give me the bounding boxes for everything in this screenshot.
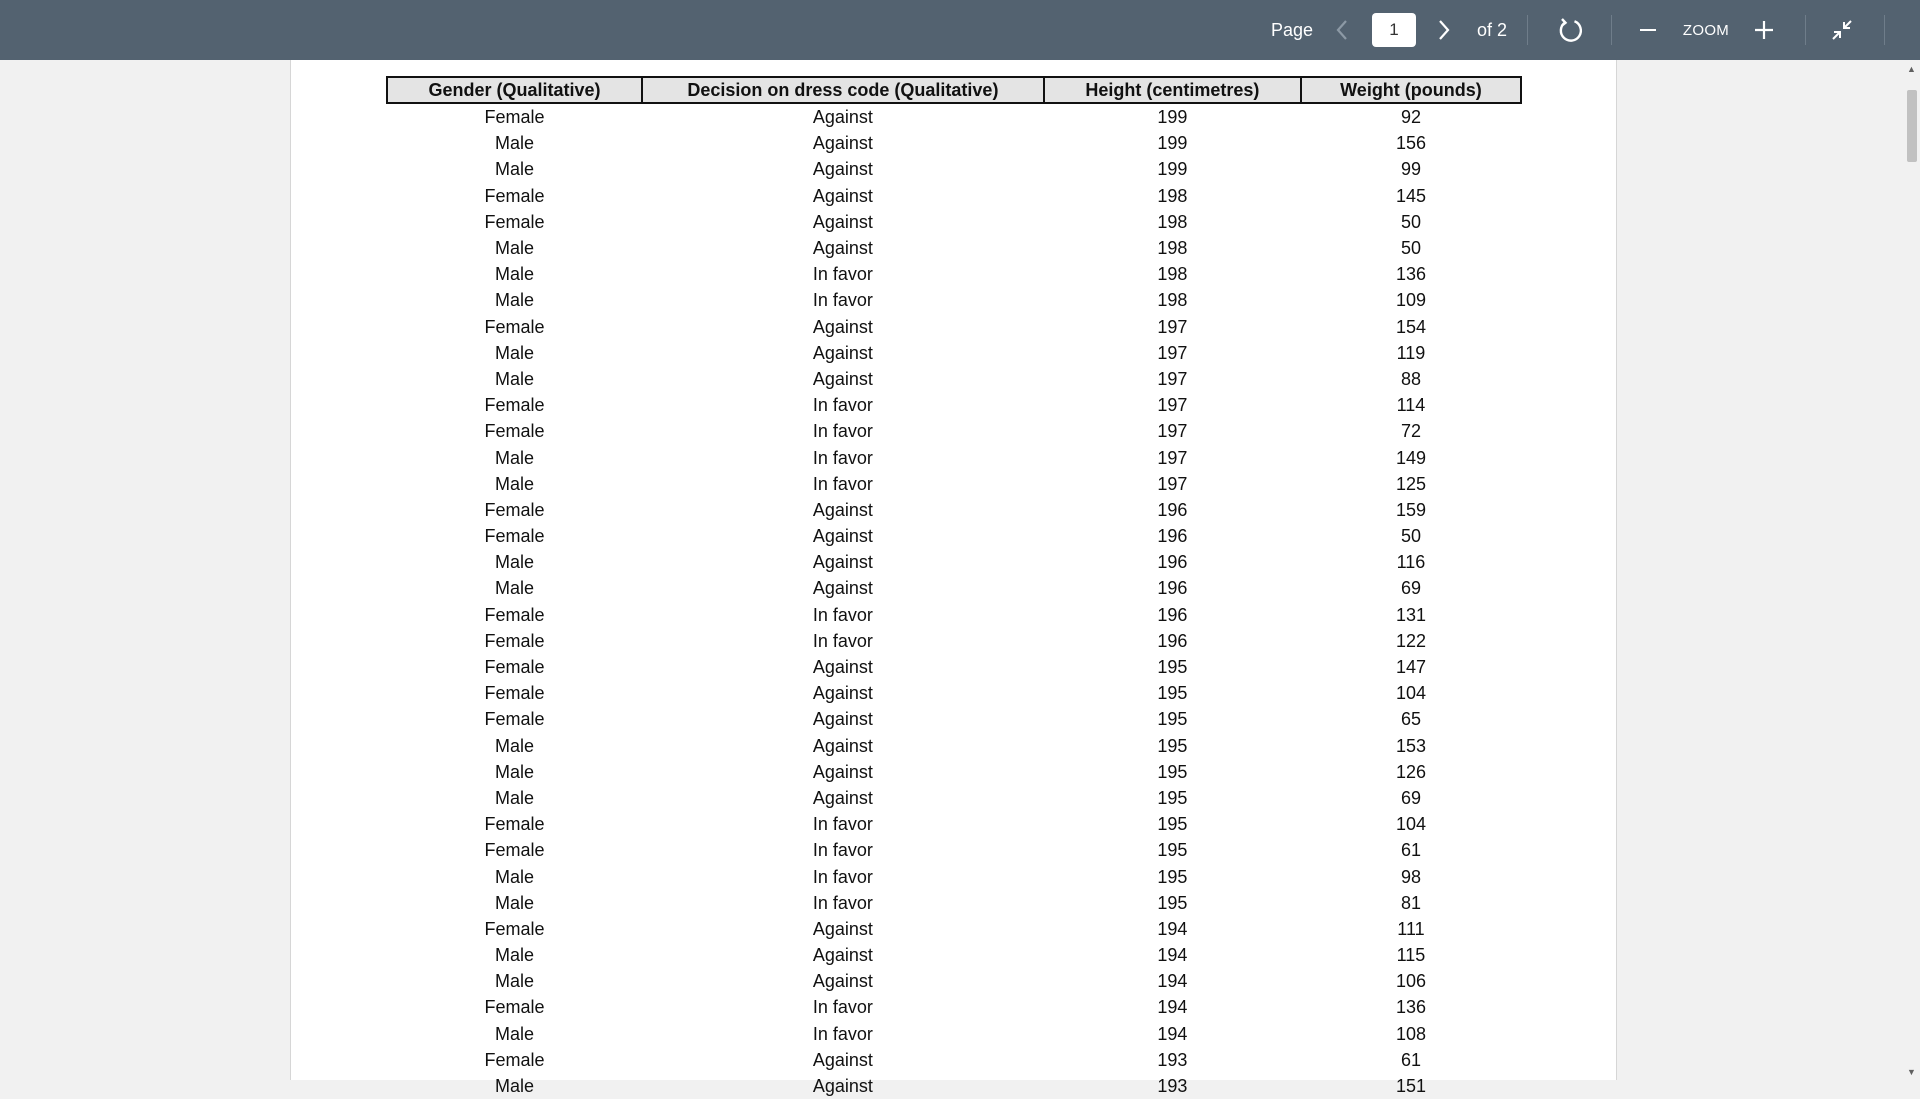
scroll-up-arrow-icon[interactable]: ▲ xyxy=(1907,63,1916,74)
cell-decision: Against xyxy=(812,238,873,259)
previous-page-button[interactable] xyxy=(1326,0,1358,60)
cell-weight: 122 xyxy=(1395,630,1426,651)
page-number-field[interactable] xyxy=(1371,0,1417,60)
scrollbar-thumb[interactable] xyxy=(1907,90,1917,162)
cell-height: 195 xyxy=(1157,657,1188,678)
table-row xyxy=(387,103,1521,130)
cell-weight: 116 xyxy=(1396,552,1426,573)
chevron-right-icon xyxy=(1437,19,1451,41)
cell-weight: 92 xyxy=(1400,107,1421,128)
table-row xyxy=(387,628,1521,654)
table-row xyxy=(387,942,1521,968)
cell-weight: 136 xyxy=(1395,264,1426,285)
cell-height: 197 xyxy=(1157,473,1188,494)
cell-weight: 81 xyxy=(1400,892,1421,913)
cell-weight: 131 xyxy=(1395,604,1426,625)
table-row xyxy=(387,1047,1521,1073)
table-row xyxy=(387,287,1521,313)
cell-gender: Male xyxy=(494,787,534,808)
cell-decision: Against xyxy=(812,133,873,154)
cell-gender: Male xyxy=(494,473,534,494)
cell-decision: Against xyxy=(812,1076,873,1097)
cell-gender: Male xyxy=(494,264,534,285)
cell-decision: In favor xyxy=(812,447,873,468)
pdf-toolbar xyxy=(0,0,1920,60)
vertical-scrollbar[interactable] xyxy=(1903,60,1920,1080)
table-row xyxy=(387,549,1521,575)
cell-weight: 119 xyxy=(1396,342,1426,363)
cell-decision: Against xyxy=(812,499,873,520)
table-row xyxy=(387,418,1521,444)
cell-height: 194 xyxy=(1157,997,1188,1018)
cell-height: 196 xyxy=(1157,552,1188,573)
cell-gender: Female xyxy=(484,683,545,704)
cell-decision: Against xyxy=(812,945,873,966)
cell-decision: Against xyxy=(812,971,873,992)
cell-weight: 98 xyxy=(1400,866,1421,887)
cell-weight: 126 xyxy=(1395,761,1426,782)
cell-weight: 50 xyxy=(1400,526,1421,547)
cell-height: 196 xyxy=(1157,578,1188,599)
cell-height: 195 xyxy=(1157,709,1188,730)
cell-weight: 50 xyxy=(1400,211,1421,232)
column-header-decision: Decision on dress code (Qualitative) xyxy=(642,77,1044,103)
cell-decision: In favor xyxy=(812,892,873,913)
cell-gender: Female xyxy=(484,185,545,206)
table-row xyxy=(387,392,1521,418)
cell-height: 195 xyxy=(1157,814,1188,835)
table-row xyxy=(387,314,1521,340)
cell-height: 197 xyxy=(1157,342,1188,363)
cell-weight: 147 xyxy=(1395,657,1426,678)
zoom-out-button[interactable] xyxy=(1630,0,1666,60)
table-body xyxy=(387,103,1521,1099)
table-row xyxy=(387,654,1521,680)
table-row xyxy=(387,235,1521,261)
cell-weight: 65 xyxy=(1400,709,1421,730)
cell-weight: 154 xyxy=(1395,316,1426,337)
cell-gender: Male xyxy=(494,761,534,782)
cell-decision: In favor xyxy=(812,473,873,494)
table-row xyxy=(387,1021,1521,1047)
cell-weight: 114 xyxy=(1396,395,1426,416)
cell-gender: Female xyxy=(484,840,545,861)
cell-height: 196 xyxy=(1157,630,1188,651)
cell-decision: Against xyxy=(812,211,873,232)
cell-decision: Against xyxy=(812,552,873,573)
cell-gender: Male xyxy=(494,892,534,913)
cell-decision: Against xyxy=(812,316,873,337)
table-row xyxy=(387,602,1521,628)
cell-decision: In favor xyxy=(812,1023,873,1044)
cell-gender: Female xyxy=(484,107,545,128)
cell-gender: Female xyxy=(484,814,545,835)
document-viewer[interactable] xyxy=(0,60,1920,1097)
cell-gender: Female xyxy=(484,709,545,730)
cell-decision: Against xyxy=(812,1049,873,1070)
table-row xyxy=(387,1073,1521,1099)
cell-height: 198 xyxy=(1157,290,1188,311)
cell-gender: Male xyxy=(494,368,534,389)
cell-decision: In favor xyxy=(812,814,873,835)
cell-gender: Male xyxy=(494,342,534,363)
cell-weight: 151 xyxy=(1395,1076,1426,1097)
cell-height: 195 xyxy=(1157,866,1188,887)
cell-gender: Female xyxy=(484,630,545,651)
toolbar-divider xyxy=(1527,15,1528,45)
table-row xyxy=(387,575,1521,601)
cell-height: 197 xyxy=(1157,395,1188,416)
cell-decision: Against xyxy=(812,761,873,782)
cell-height: 196 xyxy=(1157,526,1188,547)
table-row xyxy=(387,811,1521,837)
cell-decision: Against xyxy=(812,787,873,808)
table-row xyxy=(387,994,1521,1020)
cell-weight: 104 xyxy=(1395,683,1426,704)
cell-height: 193 xyxy=(1157,1076,1188,1097)
cell-weight: 145 xyxy=(1395,185,1426,206)
cell-height: 198 xyxy=(1157,264,1188,285)
table-row xyxy=(387,340,1521,366)
cell-weight: 69 xyxy=(1400,787,1421,808)
cell-weight: 50 xyxy=(1400,238,1421,259)
cell-height: 195 xyxy=(1157,787,1188,808)
cell-weight: 72 xyxy=(1400,421,1421,442)
cell-height: 196 xyxy=(1157,604,1188,625)
cell-gender: Female xyxy=(484,526,545,547)
cell-height: 197 xyxy=(1157,447,1188,468)
cell-gender: Female xyxy=(484,997,545,1018)
zoom-in-button[interactable] xyxy=(1746,0,1782,60)
cell-height: 194 xyxy=(1157,918,1188,939)
cell-decision: Against xyxy=(812,735,873,756)
cell-weight: 108 xyxy=(1395,1023,1426,1044)
cell-gender: Male xyxy=(494,133,534,154)
scroll-down-arrow-icon[interactable]: ▼ xyxy=(1907,1066,1916,1077)
cell-height: 199 xyxy=(1157,133,1188,154)
table-row xyxy=(387,733,1521,759)
cell-weight: 159 xyxy=(1395,499,1426,520)
table-row xyxy=(387,968,1521,994)
cell-gender: Female xyxy=(484,1049,545,1070)
collapse-icon xyxy=(1830,18,1854,42)
cell-gender: Female xyxy=(484,499,545,520)
column-header-gender: Gender (Qualitative) xyxy=(387,77,642,103)
cell-gender: Female xyxy=(484,918,545,939)
cell-height: 195 xyxy=(1157,683,1188,704)
cell-gender: Female xyxy=(484,395,545,416)
cell-height: 199 xyxy=(1157,159,1188,180)
table-row xyxy=(387,497,1521,523)
cell-decision: Against xyxy=(812,578,873,599)
plus-icon xyxy=(1753,19,1775,41)
cell-weight: 61 xyxy=(1400,840,1421,861)
cell-weight: 153 xyxy=(1395,735,1426,756)
cell-decision: In favor xyxy=(812,630,873,651)
zoom-label: ZOOM xyxy=(1682,21,1730,39)
column-header-weight: Weight (pounds) xyxy=(1301,77,1521,103)
cell-weight: 61 xyxy=(1400,1049,1421,1070)
cell-weight: 111 xyxy=(1397,918,1425,939)
table-row xyxy=(387,209,1521,235)
data-table xyxy=(386,76,1522,1099)
page-number-input[interactable] xyxy=(1372,13,1416,47)
cell-gender: Male xyxy=(494,866,534,887)
cell-gender: Male xyxy=(494,971,534,992)
cell-height: 194 xyxy=(1157,945,1188,966)
column-header-height: Height (centimetres) xyxy=(1044,77,1301,103)
chevron-left-icon xyxy=(1335,19,1349,41)
table-header-row xyxy=(387,77,1521,103)
cell-weight: 136 xyxy=(1395,997,1426,1018)
cell-decision: Against xyxy=(812,185,873,206)
total-pages-label: of 2 xyxy=(1476,19,1508,40)
cell-gender: Female xyxy=(484,316,545,337)
cell-gender: Male xyxy=(494,552,534,573)
table-row xyxy=(387,863,1521,889)
table-row xyxy=(387,706,1521,732)
cell-gender: Male xyxy=(494,159,534,180)
cell-height: 197 xyxy=(1157,316,1188,337)
cell-height: 195 xyxy=(1157,735,1188,756)
cell-decision: In favor xyxy=(812,421,873,442)
exit-fullscreen-button[interactable] xyxy=(1824,0,1860,60)
table-row xyxy=(387,471,1521,497)
cell-gender: Male xyxy=(494,1076,534,1097)
toolbar-divider xyxy=(1611,15,1612,45)
cell-weight: 156 xyxy=(1395,133,1426,154)
cell-decision: Against xyxy=(812,342,873,363)
cell-gender: Male xyxy=(494,447,534,468)
table-row xyxy=(387,444,1521,470)
cell-gender: Male xyxy=(494,238,534,259)
page-label: Page xyxy=(1270,19,1314,40)
cell-gender: Male xyxy=(494,945,534,966)
cell-height: 198 xyxy=(1157,185,1188,206)
table-row xyxy=(387,523,1521,549)
cell-gender: Male xyxy=(494,735,534,756)
cell-height: 193 xyxy=(1157,1049,1188,1070)
cell-decision: In favor xyxy=(812,290,873,311)
cell-decision: Against xyxy=(812,709,873,730)
cell-weight: 104 xyxy=(1395,814,1426,835)
table-row xyxy=(387,156,1521,182)
cell-weight: 109 xyxy=(1395,290,1426,311)
table-row xyxy=(387,183,1521,209)
table-row xyxy=(387,837,1521,863)
cell-height: 199 xyxy=(1157,107,1188,128)
cell-decision: Against xyxy=(812,526,873,547)
cell-height: 197 xyxy=(1157,368,1188,389)
cell-decision: Against xyxy=(812,368,873,389)
cell-height: 196 xyxy=(1157,499,1188,520)
cell-height: 194 xyxy=(1157,971,1188,992)
table-row xyxy=(387,130,1521,156)
cell-decision: Against xyxy=(812,683,873,704)
cell-weight: 149 xyxy=(1395,447,1426,468)
toolbar-divider xyxy=(1884,15,1885,45)
cell-decision: In favor xyxy=(812,840,873,861)
cell-height: 195 xyxy=(1157,840,1188,861)
cell-decision: In favor xyxy=(812,604,873,625)
cell-weight: 88 xyxy=(1400,368,1421,389)
cell-decision: Against xyxy=(812,159,873,180)
cell-gender: Female xyxy=(484,211,545,232)
table-row xyxy=(387,916,1521,942)
cell-decision: In favor xyxy=(812,997,873,1018)
cell-gender: Female xyxy=(484,421,545,442)
cell-height: 197 xyxy=(1157,421,1188,442)
cell-decision: Against xyxy=(812,918,873,939)
document-page xyxy=(290,60,1617,1097)
cell-height: 195 xyxy=(1157,761,1188,782)
table-row xyxy=(387,261,1521,287)
minus-icon xyxy=(1638,20,1658,40)
table-row xyxy=(387,890,1521,916)
cell-weight: 99 xyxy=(1400,159,1421,180)
cell-height: 198 xyxy=(1157,211,1188,232)
toolbar-divider xyxy=(1805,15,1806,45)
cell-height: 198 xyxy=(1157,238,1188,259)
table-row xyxy=(387,785,1521,811)
cell-gender: Female xyxy=(484,604,545,625)
cell-decision: In favor xyxy=(812,395,873,416)
cell-height: 195 xyxy=(1157,892,1188,913)
cell-gender: Male xyxy=(494,290,534,311)
cell-gender: Male xyxy=(494,578,534,599)
cell-weight: 125 xyxy=(1395,473,1426,494)
cell-weight: 69 xyxy=(1400,578,1421,599)
cell-height: 194 xyxy=(1157,1023,1188,1044)
table-row xyxy=(387,759,1521,785)
rotate-icon xyxy=(1556,16,1584,44)
cell-gender: Female xyxy=(484,657,545,678)
table-row xyxy=(387,680,1521,706)
next-page-button[interactable] xyxy=(1428,0,1460,60)
cell-decision: Against xyxy=(812,107,873,128)
cell-decision: Against xyxy=(812,657,873,678)
cell-weight: 106 xyxy=(1395,971,1426,992)
cell-weight: 115 xyxy=(1396,945,1426,966)
table-row xyxy=(387,366,1521,392)
cell-decision: In favor xyxy=(812,264,873,285)
rotate-button[interactable] xyxy=(1552,0,1588,60)
cell-decision: In favor xyxy=(812,866,873,887)
cell-gender: Male xyxy=(494,1023,534,1044)
